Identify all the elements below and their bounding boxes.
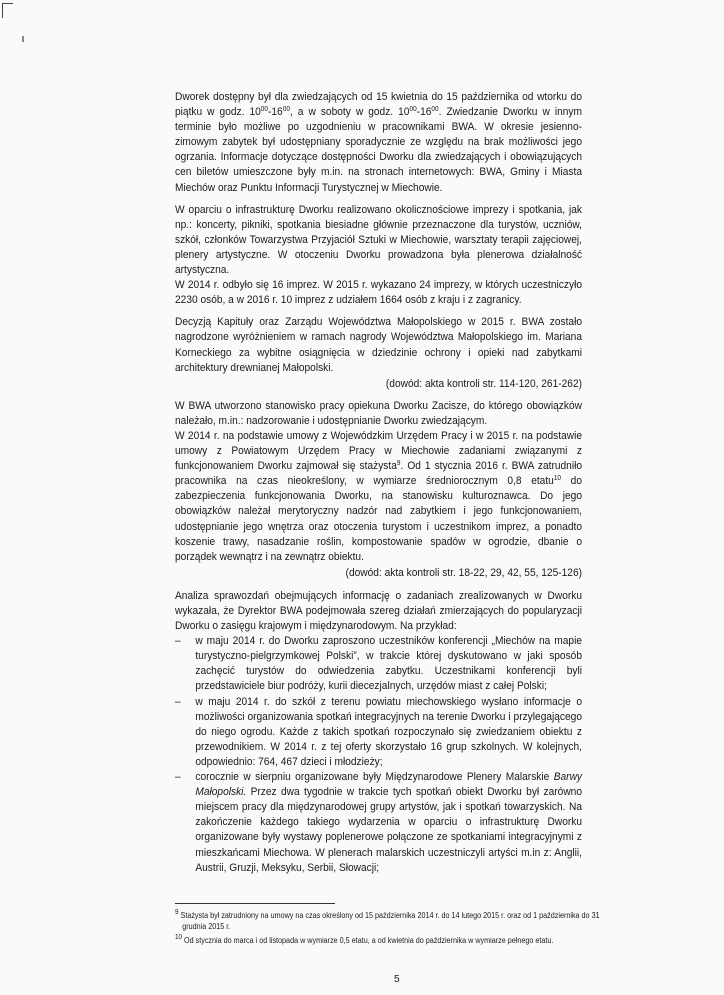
text-run: . Zwiedzanie Dworku w innym terminie było możliwe po uzgodnieniu w pracownikami BWA. W okresie jesienno-zimowym zabytek był udostępniany sporadycznie ze względu na brak możliwości jego ogrzania. Informacje dotyczące dostępności Dworku dla zwiedzających i obowiązujących cen biletów umieszczone były m.in. na stronach internetowych: BWA, Gminy i Miasta Miechów oraz Punktu Informacji Turystycznej w Miechowie. [175, 106, 582, 194]
text-run: -16 [416, 106, 432, 119]
footnote-9 [175, 910, 625, 932]
paragraph-event-counts: W 2014 r. odbyło się 16 imprez. W 2015 r. wykazano 24 imprezy, w których uczestniczyło 2230 osób, a w 2016 r. 10 imprez z udziałem 1664 osób z kraju i z zagranicy. [175, 279, 582, 307]
scan-mark [22, 36, 24, 42]
evidence-reference-2: (dowód: akta kontroli str. 18-22, 29, 42, 55, 125-126) [345, 566, 582, 579]
paragraph-award: Decyzją Kapituły oraz Zarządu Województwa Małopolskiego w 2015 r. BWA zostało nagrodzone wyróżnieniem w ramach nagrody Województwa Małopolskiego im. Mariana Korneckiego za wybitne osiągnięcia w dziedzinie ochrony i opieki nad zabytkami architektury drewnianej Małopolski. [175, 316, 582, 374]
list-item-text: w maju 2014 r. do Dworku zaproszono uczestników konferencji „Miechów na mapie turystyczno-pielgrzymkowej Polski”, w trakcie której dyskutowano w jaki sposób zachęcić turystów do odwiedzenia zabytku. Uczestnikami konferencji byli przedstawiciele biur podróży, kurii diecezjalnych, urzędów miast z całej Polski; [195, 635, 582, 693]
footnote-text: Od stycznia do marca i od listopada w wymiarze 0,5 etatu, a od kwietnia do października w wymiarze pełnego etatu. [182, 936, 554, 945]
paragraph-events: W oparciu o infrastrukturę Dworku realizowano okolicznościowe imprezy i spotkania, jak np.: koncerty, pikniki, spotkania biesiadne głównie przeznaczone dla turystów, uczniów, szkół, członków Towarzystwa Przyjaciół Sztuki w Miechowie, warsztaty terapii zajęciowej, plenery artystyczne. W otoczeniu Dworku prowadzona była plenerowa działalność artystyczna. [175, 203, 582, 277]
dash-bullet: – [175, 771, 181, 784]
footnote-separator [175, 903, 335, 904]
footnote-ref-10[interactable]: 10 [553, 475, 562, 483]
footnote-number: 10 [175, 934, 183, 941]
scan-corner-mark [2, 3, 13, 18]
superscript: 00 [282, 106, 290, 114]
superscript: 00 [260, 106, 269, 114]
paragraph-analysis: Analiza sprawozdań obejmujących informację o zadaniach zrealizowanych w Dworku wykazała, że Dyrektor BWA podejmowała szereg działań zmierzających do popularyzacji Dworku o zasięgu krajowym i międzynarodowym. Na przykład: [175, 589, 582, 633]
footnotes [175, 910, 625, 949]
dash-bullet: – [175, 695, 181, 708]
text-run: . Od 1 stycznia 2016 r. BWA zatrudniło pracownika na czas nieokreślony, w wymiarze średniorocznym 0,8 etatu [175, 460, 583, 488]
dash-bullet: – [175, 635, 181, 648]
superscript: 00 [431, 106, 439, 114]
text-run: do zabezpieczenia funkcjonowania Dworku, na stanowisku kulturoznawca. Do jego obowiązków należał merytoryczny nadzór nad zabytkiem i jego funkcjonowaniem, udostępnianie jego wnętrza oraz otoczenia turystom i uczestnikom imprez, a ponadto koszenie trawy, nasadzanie roślin, kompostowanie spadów w ogrodzie, dbanie o porządek wewnątrz i na zewnątrz obiektu. [175, 475, 582, 563]
activities-list [175, 634, 582, 876]
page-number: 5 [394, 974, 400, 985]
list-item-text: corocznie w sierpniu organizowane były Międzynarodowe Plenery Malarskie [195, 771, 554, 784]
list-item [175, 695, 582, 770]
evidence-reference-1: (dowód: akta kontroli str. 114-120, 261-262) [385, 377, 582, 390]
text-run: Dworek dostępny był dla zwiedzających od 15 kwietnia do 15 października od wtorku do piątku w godz. 10 [175, 91, 582, 119]
text-run: , a w soboty w godz. 10 [289, 106, 410, 119]
paragraph-staffing [175, 429, 582, 565]
list-item [175, 770, 582, 876]
paragraph-opening-hours [175, 90, 582, 196]
footnote-10 [175, 935, 625, 946]
text-run: -16 [268, 106, 283, 119]
footnote-text: Stażysta był zatrudniony na umowy na czas określony od 15 października 2014 r. do 14 lutego 2015 r. oraz od 1 października do 31 grudnia 2015 r. [178, 911, 600, 931]
list-item-text: Przez dwa tygodnie w trakcie tych spotkań obiekt Dworku był zarówno miejscem pracy dla międzynarodowej grupy artystów, jak i spotkań towarzyskich. Na zakończenie każdego takiego wydarzenia w oparciu o infrastrukturę Dworku organizowane były wystawy poplenerowe połączone ze spotkaniami integracyjnymi z mieszkańcami Miechowa. W plenerach malarskich uczestniczyli artyści m.in z: Anglii, Austrii, Gruzji, Meksyku, Serbii, Słowacji; [195, 786, 582, 874]
text-run: W 2014 r. na podstawie umowy z Wojewódzkim Urzędem Pracy i w 2015 r. na podstawie umowy z Powiatowym Urzędem Pracy w Miechowie zadaniami związanymi z funkcjonowaniem Dworku zajmował się stażysta [175, 429, 582, 473]
superscript: 00 [409, 106, 417, 114]
footnote-ref-9[interactable]: 9 [396, 460, 401, 468]
footnote-number: 9 [175, 909, 179, 916]
paragraph-caretaker: W BWA utworzono stanowisko pracy opiekuna Dworku Zacisze, do którego obowiązków należało, m.in.: nadzorowanie i udostępnianie Dworku zwiedzającym. [175, 399, 582, 427]
list-item [175, 634, 582, 694]
document-body [175, 90, 582, 876]
event-name: Barwy Małopolski. [195, 771, 582, 799]
list-item-text: w maju 2014 r. do szkół z terenu powiatu miechowskiego wysłano informacje o możliwości organizowania spotkań integracyjnych na terenie Dworku i przylegającego do niego ogrodu. Każde z takich spotkań rozpoczynało się zwiedzaniem obiektu z przewodnikiem. W 2014 r. z tej oferty skorzystało 16 grup szkolnych. W kolejnych, odpowiednio: 764, 467 dzieci i młodzieży; [195, 695, 582, 768]
